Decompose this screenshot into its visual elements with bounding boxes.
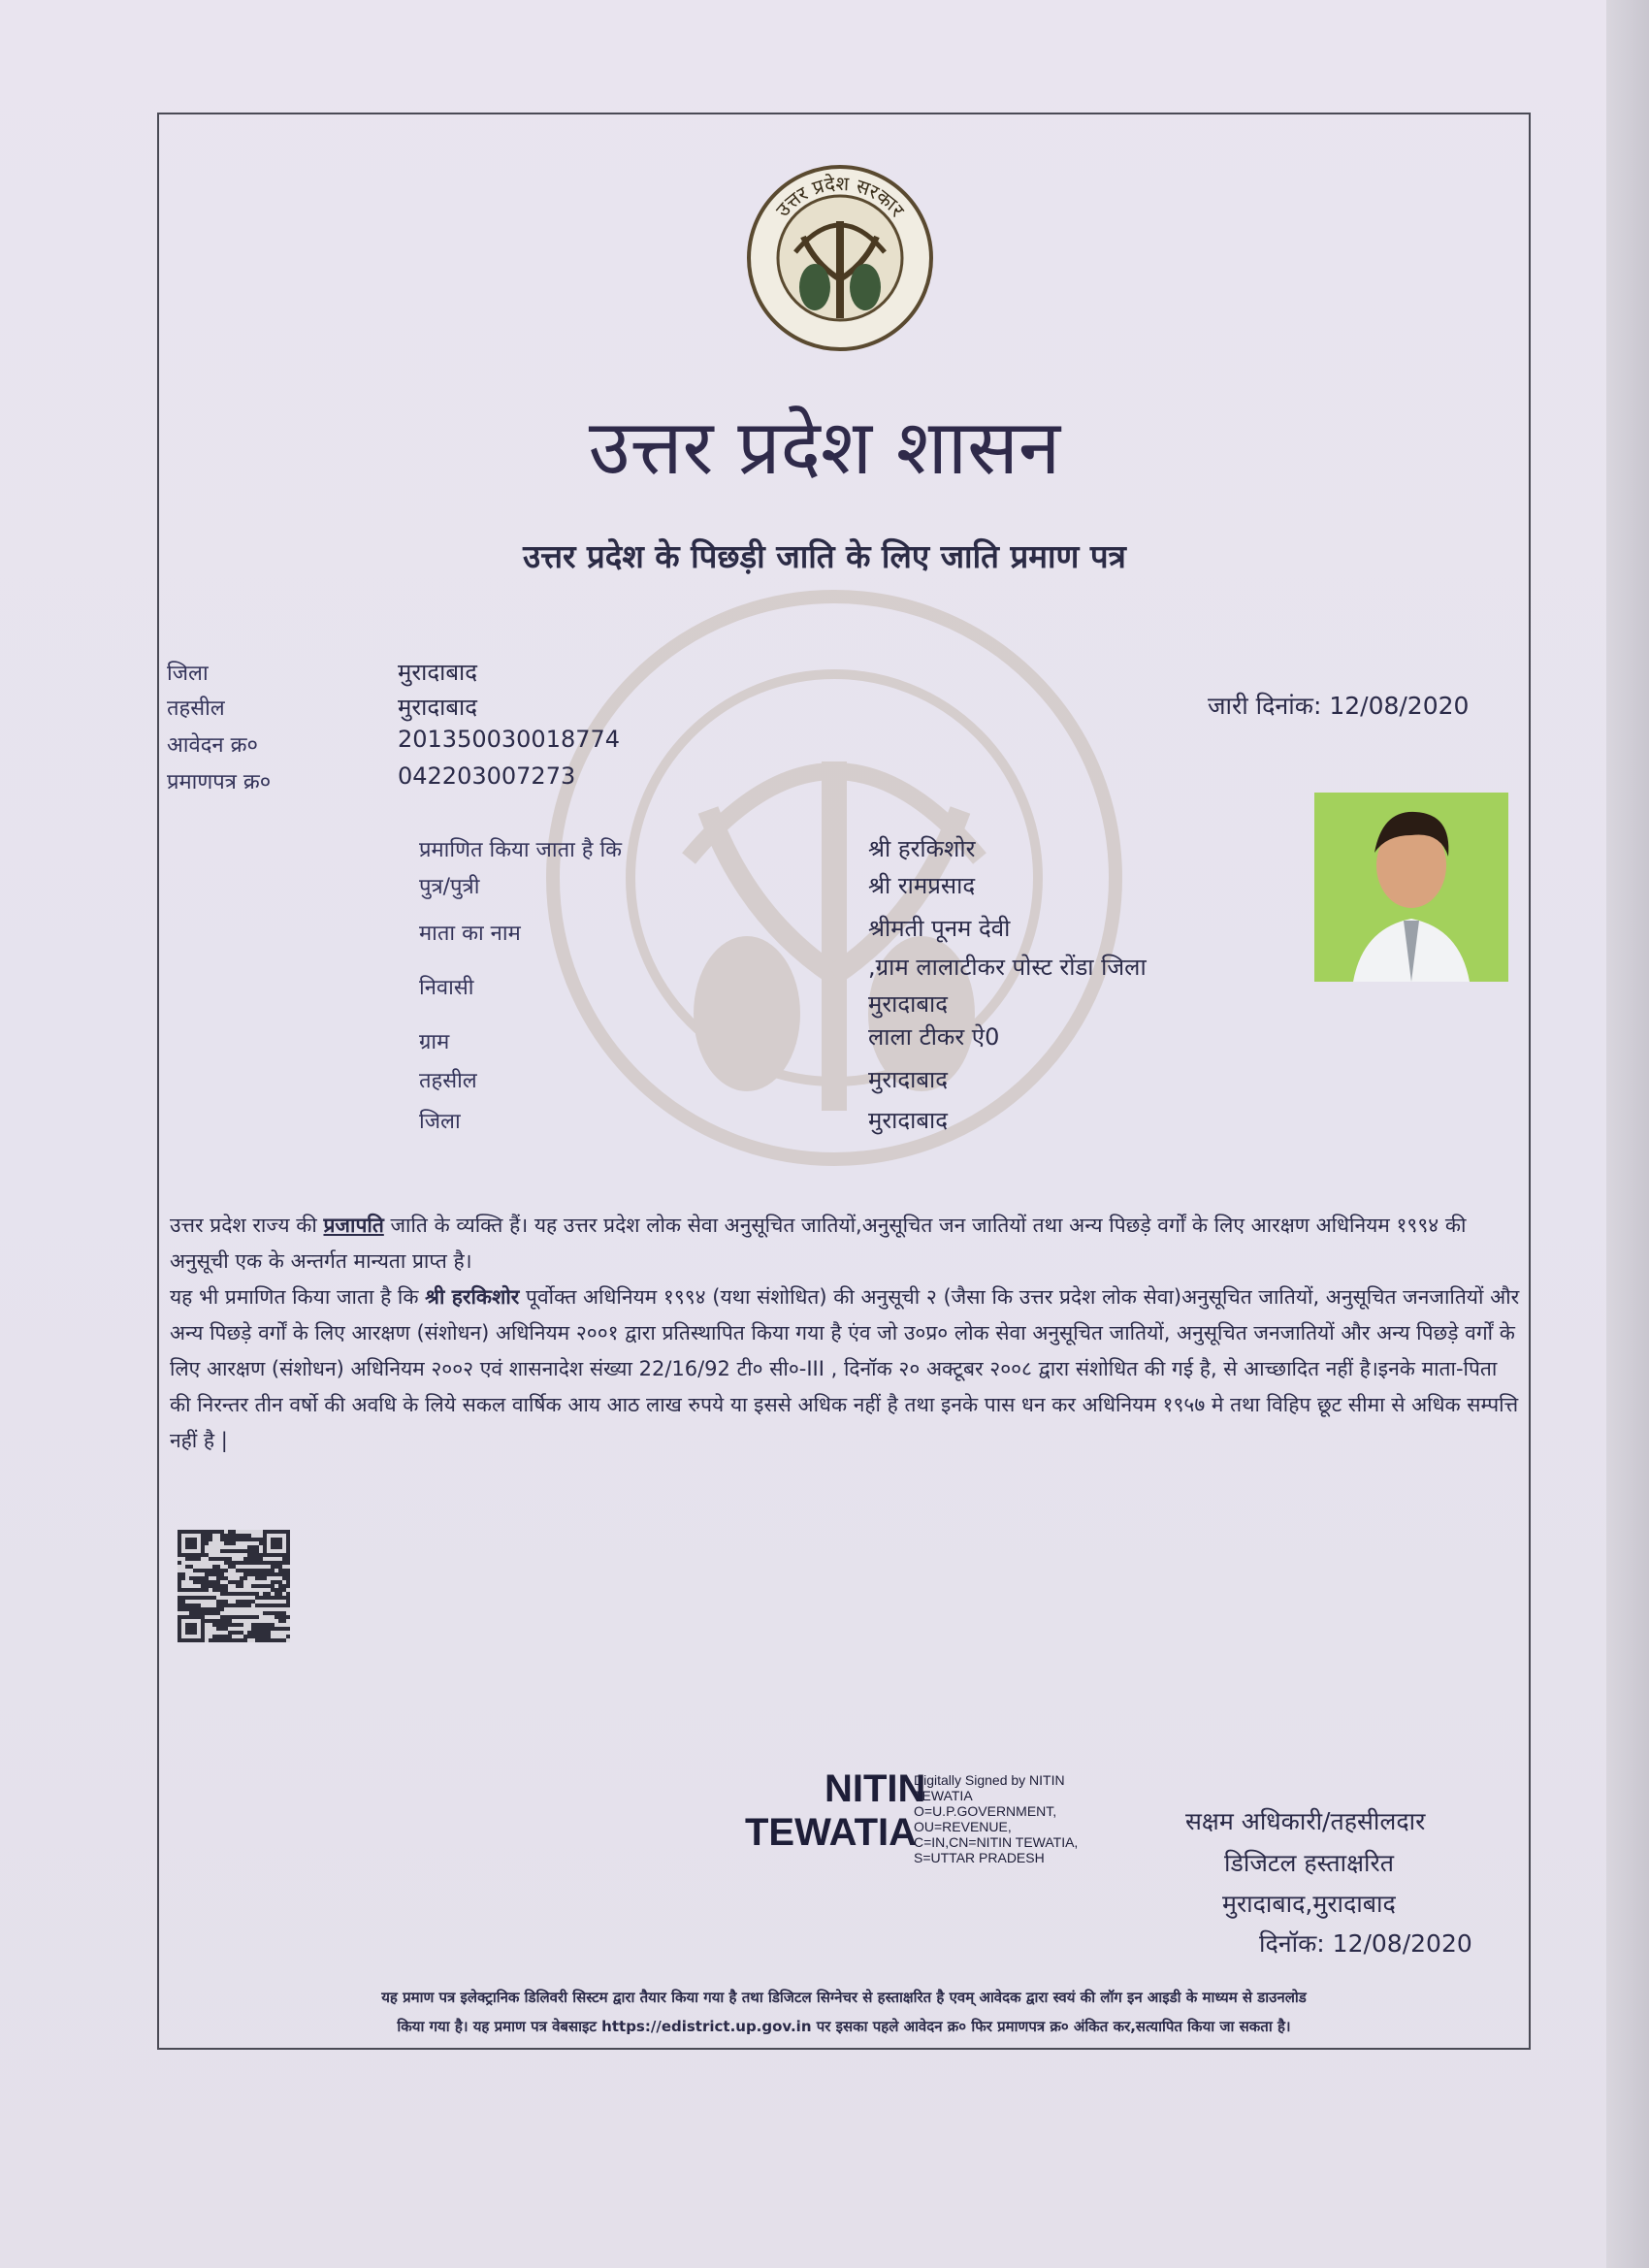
certificate-no-value: 042203007273 xyxy=(398,762,576,790)
detail-label-district: जिला xyxy=(419,1110,461,1134)
digital-signature-details: Digitally Signed by NITIN TEWATIA O=U.P.GOVERNMENT, OU=REVENUE, C=IN,CN=NITIN TEWATIA, S=UTTAR PRADESH xyxy=(914,1772,1079,1865)
detail-value-resident-district: मुरादाबाद xyxy=(868,990,949,1018)
detail-value-name: श्री हरकिशोर xyxy=(868,835,976,862)
detail-label-resident: निवासी xyxy=(419,976,474,1000)
body-paragraph-1: उत्तर प्रदेश राज्य की प्रजापति जाति के व्यक्ति हैं। यह उत्तर प्रदेश लोक सेवा अनुसूचित जातियों,अनुसूचित जन जातियों तथा अन्य पिछड़े वर्गों के लिए आरक्षण अधिनियम १९९४ की अनुसूची एक के अन्तर्गत मान्यता प्राप्त है। xyxy=(170,1214,1467,1273)
footer-line-2: किया गया है। यह प्रमाण पत्र वेबसाइट https://edistrict.up.gov.in पर इसका पहले आवेदन क्र० फिर प्रमाणपत्र क्र० अंकित कर,सत्यापित किया जा सकता है। xyxy=(397,2018,1291,2035)
body-paragraph-2: यह भी प्रमाणित किया जाता है कि श्री हरकिशोर पूर्वोक्त अधिनियम १९९४ (यथा संशोधित) की अनुसूची २ (जैसा कि उत्तर प्रदेश लोक सेवा)अनुसूचित जातियों, अनुसूचित जनजातियों और अन्य पिछड़े वर्गों के लिए आरक्षण (संशोधन) अधिनियम २००१ द्वारा प्रतिस्थापित किया गया है एंव जो उ०प्र० लोक सेवा अनुसूचित जातियों, अनुसूचित जनजातियों और अन्य पिछड़े वर्गों के लिए आरक्षण (संशोधन) अधिनियम २००२ एवं शासनादेश संख्या 22/16/92 टी० सी०-III , दिनॉक २० अक्टूबर २००८ द्वारा संशोधित की गई है, से आच्छादित नहीं है।इनके माता-पिता की निरन्तर तीन वर्षो की अवधि के लिये सकल वार्षिक आय आठ लाख रुपये या इससे अधिक नहीं है तथा इनके पास धन कर अधिनियम १९५७ मे तथा विहिप छूट सीमा से अधिक सम्पत्ति नहीं है | xyxy=(170,1285,1520,1452)
tehsil-value: मुरादाबाद xyxy=(398,694,478,721)
detail-label-tehsil: तहसील xyxy=(419,1069,477,1093)
applicant-name: श्री हरकिशोर xyxy=(425,1285,520,1309)
signer-name-line2: TEWATIA xyxy=(745,1811,918,1854)
seal-text: उत्तर प्रदेश सरकार xyxy=(770,171,910,221)
watermark-emblem xyxy=(543,567,1125,1188)
issue-date: जारी दिनांक: 12/08/2020 xyxy=(1208,692,1470,720)
application-label: आवेदन क्र० xyxy=(167,733,258,758)
detail-value-village: लाला टीकर ऐ0 xyxy=(868,1023,1000,1051)
detail-label-village: ग्राम xyxy=(419,1030,450,1054)
district-label: जिला xyxy=(167,662,209,686)
page-title: उत्तर प्रदेश शासन xyxy=(588,405,1061,492)
detail-label-mother: माता का नाम xyxy=(419,922,521,946)
signer-name-line1: NITIN xyxy=(824,1767,926,1810)
application-value: 201350030018774 xyxy=(398,726,621,753)
district-value: मुरादाबाद xyxy=(398,659,478,686)
officer-digital-signed: डिजिटल हस्ताक्षरित xyxy=(1224,1849,1394,1877)
qr-code xyxy=(178,1530,290,1642)
detail-value-tehsil: मुरादाबाद xyxy=(868,1066,949,1093)
detail-label-certified: प्रमाणित किया जाता है कि xyxy=(419,838,623,862)
certificate-no-label: प्रमाणपत्र क्र० xyxy=(167,770,272,794)
detail-value-district: मुरादाबाद xyxy=(868,1107,949,1134)
detail-value-mother: श्रीमती पूनम देवी xyxy=(868,915,1011,942)
detail-value-father: श्री रामप्रसाद xyxy=(868,872,976,899)
scan-edge xyxy=(1606,0,1649,2268)
certificate-subtitle: उत्तर प्रदेश के पिछड़ी जाति के लिए जाति प्रमाण पत्र xyxy=(523,537,1126,575)
tehsil-label: तहसील xyxy=(167,697,225,721)
up-government-seal xyxy=(745,163,935,353)
caste-name: प्रजापति xyxy=(323,1214,384,1237)
certificate-body xyxy=(170,1208,1523,1459)
officer-designation: सक्षम अधिकारी/तहसीलदार xyxy=(1185,1807,1426,1835)
officer-date: दिनॉक: 12/08/2020 xyxy=(1259,1929,1472,1958)
applicant-photo xyxy=(1314,793,1508,982)
detail-label-son-daughter: पुत्र/पुत्री xyxy=(419,875,480,899)
detail-value-resident: ,ग्राम लालाटीकर पोस्ट रोंडा जिला xyxy=(868,954,1147,981)
officer-location: मुरादाबाद,मुरादाबाद xyxy=(1222,1890,1396,1918)
footer-line-1: यह प्रमाण पत्र इलेक्ट्रानिक डिलिवरी सिस्टम द्वारा तैयार किया गया है तथा डिजिटल सिग्नेचर से हस्ताक्षरित है एवम् आवेदक द्वारा स्वयं की लॉग इन आइडी के माध्यम से डाउनलोड xyxy=(381,1989,1307,2006)
